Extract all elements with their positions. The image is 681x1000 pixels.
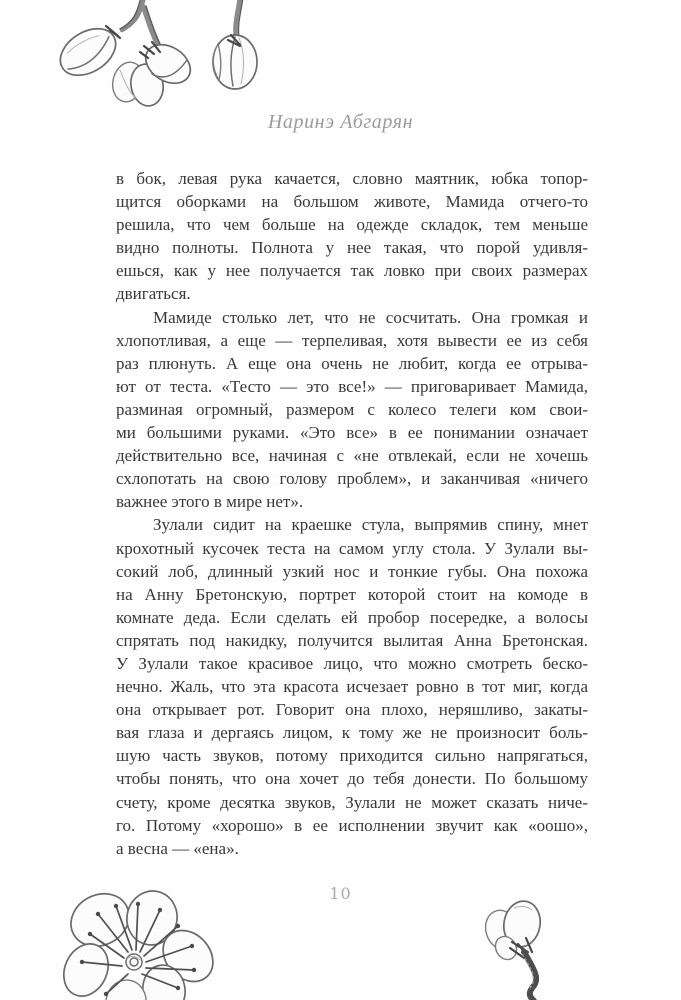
text-line: шую часть звуков, потому приходится сильно напрягаться, [116,746,588,766]
running-header-author: Наринэ Абгарян [267,111,414,133]
text-line: решила, что чем больше на одежде складок, тем меньше [116,215,588,235]
text-line: вая глаза и дергаясь лицом, к тому же не произносит боль- [116,723,588,743]
text-line: ют от теста. «Тесто — это все!» — приговаривает Мамида, [116,376,588,396]
text-line: в бок, левая рука качается, словно маятник, юбка топор- [116,169,588,188]
text-line: видно полноты. Полнота у нее такая, что порой удивля- [116,238,588,258]
text-line: щится оборками на большом животе, Мамида отчего-то [116,192,588,212]
text-line: комнате деда. Если сделать ей пробор посередке, а волосы [116,607,588,627]
text-line: крохотный кусочек теста на самом углу стола. У Зулали вы- [116,538,588,558]
paragraph-2 [116,306,588,514]
text-line: действительно все, начиная с «не отвлекай, если не хочешь [116,446,588,466]
body-text [116,167,588,860]
text-line: спрятать под накидку, получится вылитая Анна Бретонская. [116,630,588,650]
text-line: важнее этого в мире нет». [116,492,304,512]
text-line: Мамиде столько лет, что не сосчитать. Она громкая и [153,307,588,327]
bud-cluster-left [52,0,197,108]
text-line: ми большими руками. «Это все» в ее понимании означает [116,423,588,443]
text-line: она открывает рот. Говорит она плохо, неряшливо, закаты- [116,700,588,720]
text-line: ешься, как у нее получается так ловко при своих размерах [116,261,588,281]
text-line: а весна — «ена». [116,838,239,858]
text-line: Зулали сидит на краешке стула, выпрямив спину, мнет [153,515,588,535]
text-line: сокий лоб, длинный узкий нос и тонкие губы. Она похожа [116,561,588,581]
bud-petals [481,898,544,963]
paragraph-1 [116,167,588,306]
text-line: нечно. Жаль, что эта красота исчезает ровно в тот миг, когда [116,677,588,697]
text-line: го. Потому «хорошо» в ее исполнении звучит как «оошо», [116,815,588,835]
text-line: чтобы понять, что она хочет до тебя донести. По большому [116,769,588,789]
blossom-petals [56,890,224,1000]
bud-single-right [213,0,257,89]
blossom-bud-stem-sketch [474,894,580,1000]
page-number: 10 [329,884,352,903]
text-line: разминая огромный, размером с колесо телеги ком свои- [116,399,588,419]
text-line: У Зулали такое красивое лицо, что можно смотреть беско- [116,653,588,673]
text-line: счету, кроме десятка звуков, Зулали не может сказать ниче- [116,792,588,812]
text-line: на Анну Бретонскую, портрет которой стоит на комоде в [116,584,588,604]
text-line: двигаться. [116,284,191,304]
blossom-flower-sketch [48,890,238,1000]
blossom-buds-sketch-top [40,0,290,124]
text-line: схлопотать на свою голову проблем», и заканчивая «ничего [116,469,588,489]
blossom-center [126,954,142,970]
text-line: хлопотливая, а еще — терпеливая, хотя вывести ее из себя [116,330,588,350]
text-line: раз плюнуть. А еще она очень не любит, когда ее отрыва- [116,353,588,373]
paragraph-3 [116,513,588,859]
bud-stem [522,952,536,1000]
